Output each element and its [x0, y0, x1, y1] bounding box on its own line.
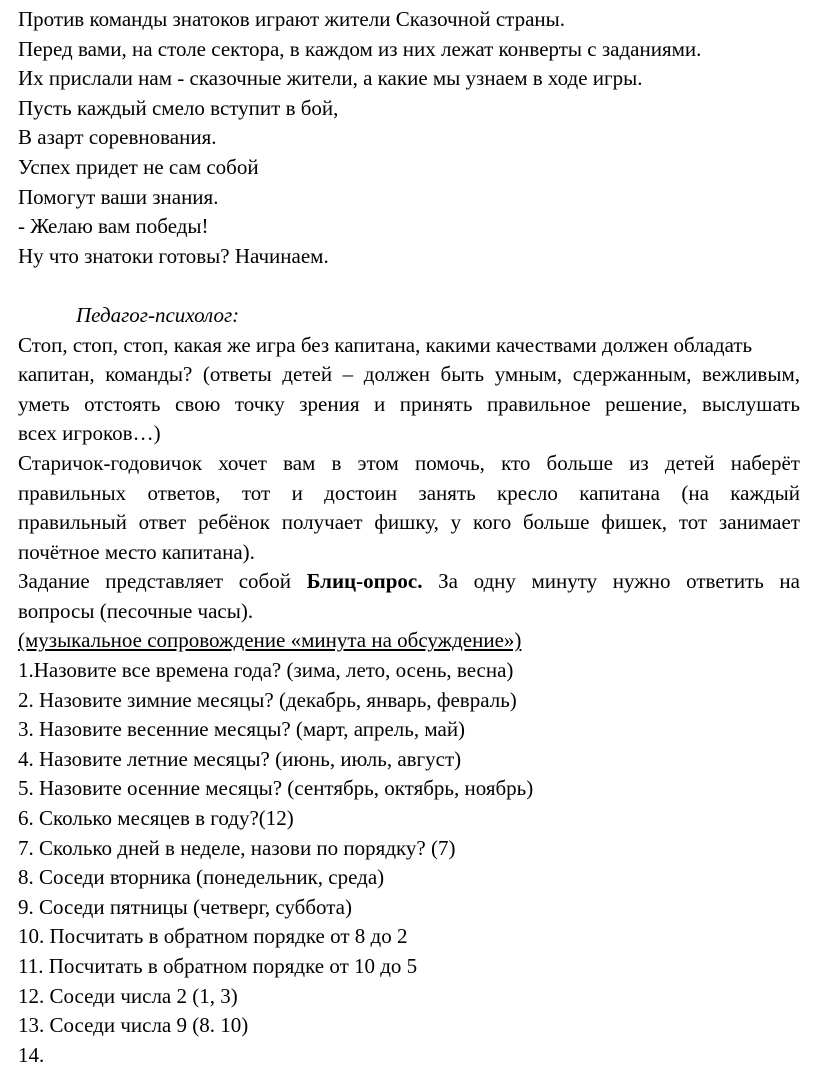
intro-block: [18, 5, 800, 271]
question-item: 11. Посчитать в обратном порядке от 10 до 5: [18, 954, 418, 978]
task-bold-title: Блиц-опрос.: [306, 569, 423, 594]
poem-line: Успех придет не сам собой: [18, 154, 259, 179]
paragraph-line: правильных ответов, тот и достоин занять кресло капитана (на каждый: [18, 480, 800, 505]
paragraph-line: Старичок-годовичок хочет вам в этом помочь, кто больше из детей наберёт: [18, 450, 800, 475]
paragraph-line: Стоп, стоп, стоп, какая же игра без капитана, какими качествами должен обладать: [18, 332, 753, 357]
paragraph-line: всех игроков…): [18, 421, 161, 446]
question-item: 13. Соседи числа 9 (8. 10): [18, 1013, 249, 1038]
question-item: 10. Посчитать в обратном порядке от 8 до 2: [18, 924, 408, 949]
question-item: 7. Сколько дней в неделе, назови по порядку? (7): [18, 835, 456, 860]
question-list: [18, 656, 800, 1070]
task-text: Задание представляет собой: [18, 569, 307, 594]
document-page: [18, 5, 800, 1070]
poem-line: В азарт соревнования.: [18, 125, 217, 150]
task-line: вопросы (песочные часы).: [18, 598, 254, 623]
music-note: (музыкальное сопровождение «минута на обсуждение»): [18, 628, 522, 653]
helper-paragraph: [18, 449, 800, 567]
question-item: 1.Назовите все времена года? (зима, лето, осень, весна): [18, 658, 514, 683]
intro-line: Их прислали нам - сказочные жители, а какие мы узнаем в ходе игры.: [18, 66, 643, 91]
paragraph-line: правильный ответ ребёнок получает фишку, у кого больше фишек, тот занимает: [18, 510, 800, 535]
intro-line: Ну что знатоки готовы? Начинаем.: [18, 243, 329, 268]
intro-line: Против команды знатоков играют жители Сказочной страны.: [18, 7, 565, 31]
intro-line: - Желаю вам победы!: [18, 214, 209, 239]
paragraph-line: капитан, команды? (ответы детей – должен быть умным, сдержанным, вежливым,: [18, 362, 800, 387]
task-paragraph: [18, 567, 800, 626]
intro-line: Перед вами, на столе сектора, в каждом из них лежат конверты с заданиями.: [18, 36, 702, 61]
question-item: 6. Сколько месяцев в году?(12): [18, 806, 294, 831]
blank-line: [18, 271, 800, 301]
speaker-label: Педагог-психолог:: [76, 302, 240, 327]
poem-line: Пусть каждый смело вступит в бой,: [18, 95, 339, 120]
paragraph-line: уметь отстоять свою точку зрения и принять правильное решение, выслушать: [18, 391, 800, 416]
question-item: 3. Назовите весенние месяцы? (март, апрель, май): [18, 717, 466, 742]
question-item: 2. Назовите зимние месяцы? (декабрь, январь, февраль): [18, 687, 517, 712]
question-item: 14.: [18, 1042, 45, 1067]
task-text: За одну минуту нужно ответить на: [422, 569, 800, 594]
task-line: [18, 567, 800, 597]
question-item: 12. Соседи числа 2 (1, 3): [18, 983, 238, 1008]
question-item: 9. Соседи пятницы (четверг, суббота): [18, 894, 352, 919]
question-item: 8. Соседи вторника (понедельник, среда): [18, 865, 385, 890]
question-item: 5. Назовите осенние месяцы? (сентябрь, октябрь, ноябрь): [18, 776, 534, 801]
poem-line: Помогут ваши знания.: [18, 184, 219, 209]
question-item: 4. Назовите летние месяцы? (июнь, июль, август): [18, 746, 462, 771]
paragraph-line: почётное место капитана).: [18, 539, 255, 564]
captain-paragraph: [18, 331, 800, 449]
